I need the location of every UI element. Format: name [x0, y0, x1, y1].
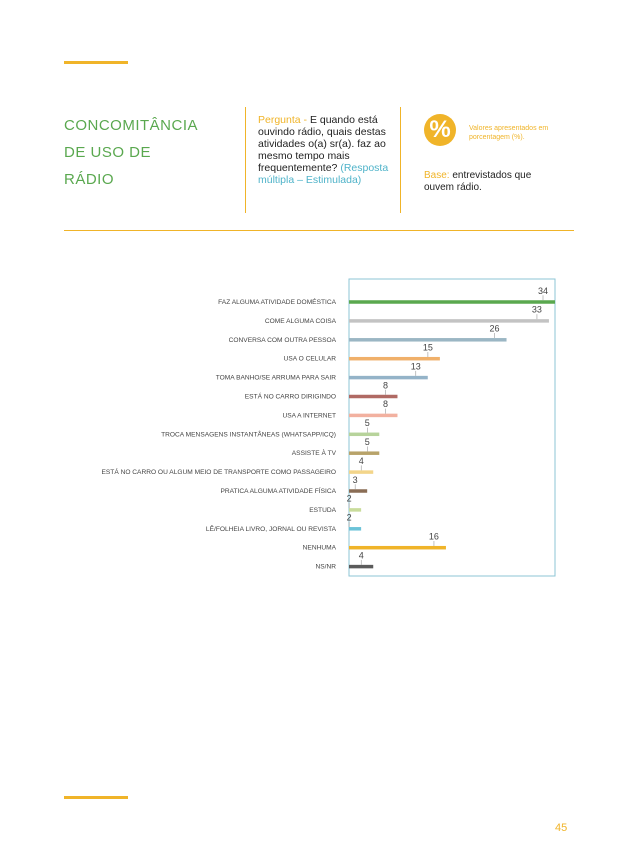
bar [349, 489, 367, 493]
bar [349, 414, 397, 418]
bar [349, 565, 373, 569]
base-text: entrevistados que ouvem rádio. [424, 170, 532, 193]
value-label: 33 [531, 304, 542, 315]
category-label: ASSISTE À TV [291, 450, 336, 458]
base-label: Base: [424, 170, 450, 181]
value-label: 4 [358, 455, 364, 466]
category-label: LÊ/FOLHEIA LIVRO, JORNAL OU REVISTA [205, 525, 336, 533]
percent-note: Valores apresentados em porcentagem (%). [469, 125, 549, 141]
bar [349, 357, 440, 361]
value-label: 2 [346, 493, 352, 504]
value-label: 5 [364, 436, 370, 447]
category-label: NS/NR [315, 563, 336, 571]
value-label: 8 [382, 380, 388, 391]
column-divider [400, 107, 401, 213]
value-label: 13 [410, 361, 421, 372]
page-title [64, 112, 244, 193]
value-label: 26 [489, 323, 500, 334]
question-block [258, 114, 398, 186]
bar [349, 470, 373, 474]
bar [349, 433, 379, 437]
category-label: TOMA BANHO/SE ARRUMA PARA SAIR [215, 374, 336, 382]
question-label: Pergunta - [258, 114, 308, 126]
question-text: E quando está ouvindo rádio, quais destas atividades o(a) sr(a). faz ao mesmo tempo mais frequentemente? [258, 114, 386, 174]
percent-icon: % [424, 114, 456, 146]
bar [349, 338, 507, 342]
category-label: PRATICA ALGUMA ATIVIDADE FÍSICA [220, 488, 336, 495]
category-label: TROCA MENSAGENS INSTANTÂNEAS (WHATSAPP/ICQ) [161, 431, 336, 439]
category-label: COME ALGUMA COISA [264, 317, 336, 325]
plot-frame [346, 279, 555, 576]
bar [349, 319, 549, 323]
value-label: 34 [537, 285, 549, 296]
top-accent-bar [64, 61, 128, 64]
value-label: 2 [346, 512, 352, 523]
header-divider [64, 230, 574, 231]
bar [349, 376, 428, 380]
value-label: 4 [358, 550, 364, 561]
bottom-accent-bar [64, 796, 128, 799]
category-label: ESTÁ NO CARRO OU ALGUM MEIO DE TRANSPORTE COMO PASSAGEIRO [101, 469, 336, 477]
bar [349, 508, 361, 512]
bar [349, 451, 379, 455]
category-label: NENHUMA [302, 544, 336, 552]
category-label: FAZ ALGUMA ATIVIDADE DOMÉSTICA [218, 299, 336, 306]
page-number: 45 [555, 822, 568, 834]
category-label: CONVERSA COM OUTRA PESSOA [228, 336, 336, 344]
category-label: ESTUDA [309, 506, 336, 514]
title-line: CONCOMITÂNCIA [64, 117, 198, 134]
bar [349, 546, 446, 550]
value-label: 3 [352, 474, 358, 485]
value-label: 15 [422, 342, 433, 353]
category-label: ESTÁ NO CARRO DIRIGINDO [244, 393, 336, 401]
bar [349, 527, 361, 531]
title-line: RÁDIO [64, 171, 115, 188]
bar [349, 300, 555, 304]
bar [349, 395, 397, 399]
bar-chart-svg [0, 270, 638, 590]
question-note: (Resposta múltipla – Estimulada) [258, 162, 389, 186]
value-label: 16 [428, 531, 439, 542]
bar-chart [0, 270, 638, 590]
value-label: 8 [382, 399, 388, 410]
base-block [424, 170, 564, 194]
category-label: USA A INTERNET [282, 412, 336, 420]
value-label: 5 [364, 418, 370, 429]
title-line: DE USO DE [64, 144, 152, 161]
category-label: USA O CELULAR [283, 355, 336, 363]
column-divider [245, 107, 246, 213]
